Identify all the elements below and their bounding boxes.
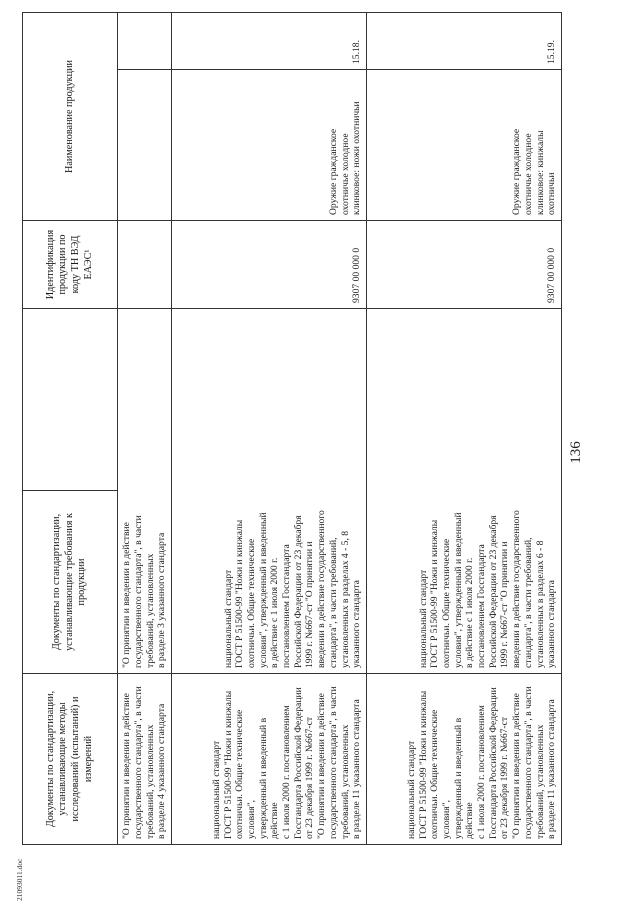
row-code-cell: 9307 00 000 0: [172, 221, 367, 309]
header-requirements-documents: Документы по стандартизации, устанавливающие требования к продукции: [23, 491, 118, 674]
row-name-cell: Оружие гражданское охотничье холодное клинковое: кинжалы охотничьи: [367, 70, 562, 221]
header-methods-documents: Документы по стандартизации, устанавливающие методы исследований (испытаний) и измерений: [23, 674, 118, 845]
header-tnved-code: Идентификация продукции по коду ТН ВЭД ЕАЭС¹: [23, 221, 118, 309]
continued-requirements-cell: "О принятии и введении в действие государственного стандарта", в части требований, установленных в разделе 3 указанного стандарта: [118, 309, 172, 674]
header-requirements-documents-spacer: [23, 309, 118, 491]
row-methods-cell: национальный стандарт ГОСТ Р 51500-99 "Ножи и кинжалы охотничьи. Общие технические условия", утвержденный и введенный в действие с 1 июля 2000 г. постановлением Госстандарта Российской Федерации от 23 декабря 1999 г. №667-ст "О принятии и введении в действие государственного стандарта", в части требований, установленных в разделе 11 указанного стандарта: [367, 674, 562, 845]
row-number-cell: 15.19.: [367, 12, 562, 69]
continued-methods-cell: "О принятии и введении в действие государственного стандарта", в части требований, установленных в разделе 4 указанного стандарта: [118, 674, 172, 845]
page-number: 136: [568, 441, 584, 464]
continued-code-cell: [118, 221, 172, 309]
table-row: [367, 12, 562, 844]
standards-table: [22, 12, 562, 845]
row-methods-cell: национальный стандарт ГОСТ Р 51500-99 "Ножи и кинжалы охотничьи. Общие технические условия", утвержденный и введенный в действие с 1 июля 2000 г. постановлением Госстандарта Российской Федерации от 23 декабря 1999 г. №667-ст "О принятии и введении в действие государственного стандарта", в части требований, установленных в разделе 11 указанного стандарта: [172, 674, 367, 845]
continued-name-cell: [118, 70, 172, 221]
header-product-name: Наименование продукции: [23, 12, 118, 220]
table-header-row: [23, 12, 118, 844]
continued-num-cell: [118, 12, 172, 69]
row-code-cell: 9307 00 000 0: [367, 221, 562, 309]
footer-filename: 21093011.doc: [15, 858, 24, 901]
row-name-cell: Оружие гражданское охотничье холодное клинковое: ножи охотничьи: [172, 70, 367, 221]
row-number-cell: 15.18.: [172, 12, 367, 69]
row-requirements-cell: национальный стандарт ГОСТ Р 51500-99 "Ножи и кинжалы охотничьи. Общие технические условия", утвержденный и введенный в действие с 1 июля 2000 г. постановлением Госстандарта Российской Федерации от 23 декабря 1999 г. №667-ст "О принятии и введении в действие государственного стандарта", в части требований, установленных в разделах 4 - 5, 8 указанного стандарта: [172, 309, 367, 674]
table-row: [172, 12, 367, 844]
table-row-continued: [118, 12, 172, 844]
row-requirements-cell: национальный стандарт ГОСТ Р 51500-99 "Ножи и кинжалы охотничьи. Общие технические условия", утвержденный и введенный в действие с 1 июля 2000 г. постановлением Госстандарта Российской Федерации от 23 декабря 1999 г. №667-ст "О принятии и введении в действие государственного стандарта", в части требований, установленных в разделах 6 - 8 указанного стандарта: [367, 309, 562, 674]
